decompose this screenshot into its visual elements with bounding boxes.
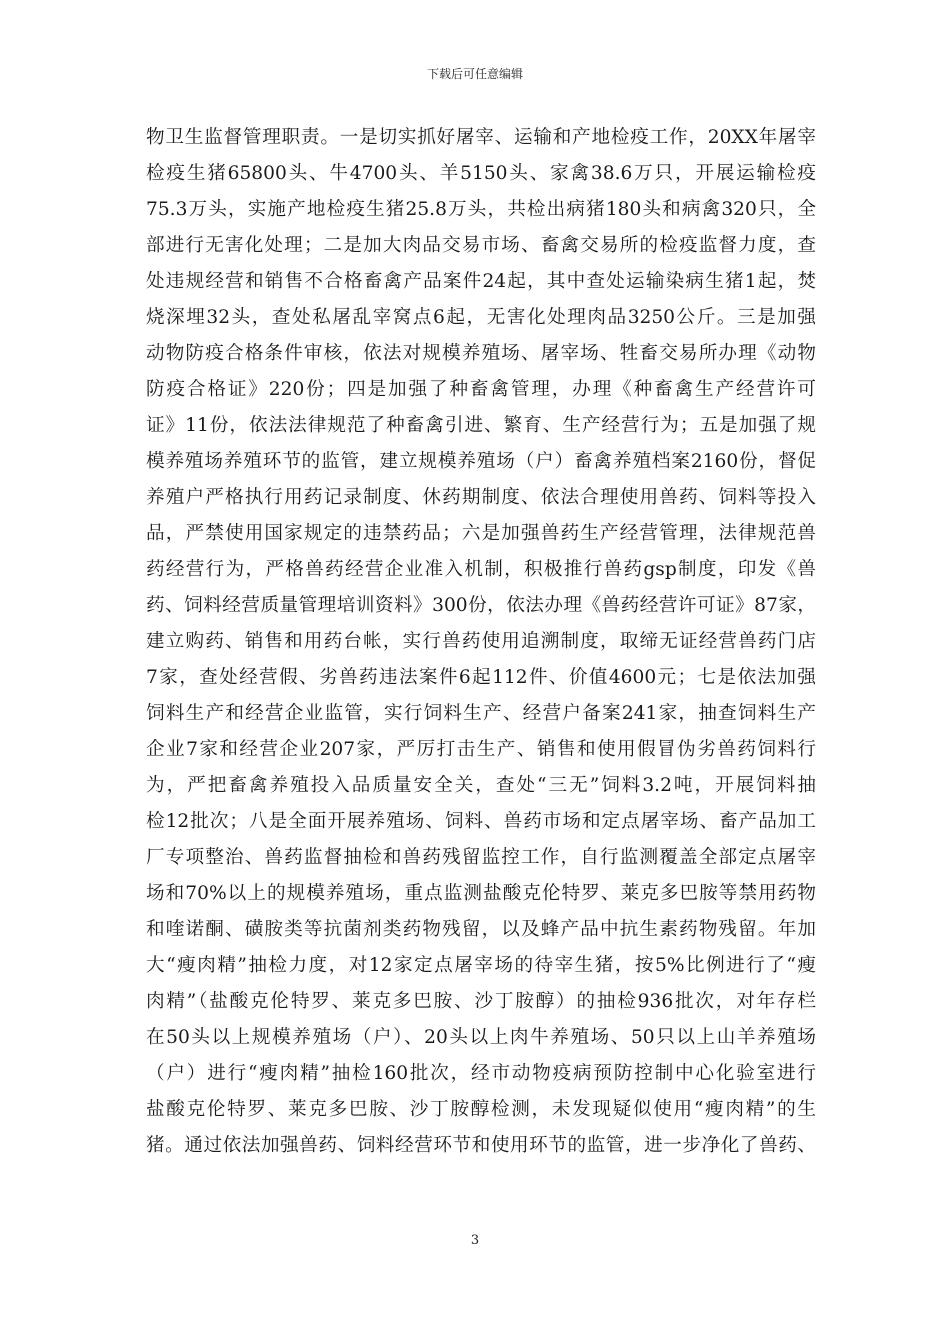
text-line: 防疫合格证》220份；四是加强了种畜禽管理，办理《种畜禽生产经营许可 xyxy=(146,379,816,400)
text-line: 饲料生产和经营企业监管，实行饲料生产、经营户备案241家，抽查饲料生产 xyxy=(146,703,816,724)
text-line: 部进行无害化处理；二是加大肉品交易市场、畜禽交易所的检疫监督力度，查 xyxy=(146,235,816,256)
text-line: 大“瘦肉精”抽检力度，对12家定点屠宰场的待宰生猪，按5%比例进行了“瘦 xyxy=(146,955,816,976)
text-line: 证》11份，依法法律规范了种畜禽引进、繁育、生产经营行为；五是加强了规 xyxy=(146,415,816,436)
text-line: 养殖户严格执行用药记录制度、休药期制度、依法合理使用兽药、饲料等投入 xyxy=(146,487,816,508)
text-line: 物卫生监督管理职责。一是切实抓好屠宰、运输和产地检疫工作，20XX年屠宰 xyxy=(146,127,816,148)
text-line: 盐酸克伦特罗、莱克多巴胺、沙丁胺醇检测，未发现疑似使用“瘦肉精”的生 xyxy=(146,1099,816,1120)
text-line: 为，严把畜禽养殖投入品质量安全关，查处“三无”饲料3.2吨，开展饲料抽 xyxy=(146,775,816,796)
text-line: 肉精”（盐酸克伦特罗、莱克多巴胺、沙丁胺醇）的抽检936批次，对年存栏 xyxy=(146,991,816,1012)
text-line: 建立购药、销售和用药台帐，实行兽药使用追溯制度，取缔无证经营兽药门店 xyxy=(146,631,816,652)
text-line: 检12批次；八是全面开展养殖场、饲料、兽药市场和定点屠宰场、畜产品加工 xyxy=(146,811,816,832)
text-line: 处违规经营和销售不合格畜禽产品案件24起，其中查处运输染病生猪1起，焚 xyxy=(146,271,816,292)
page-number: 3 xyxy=(470,1233,480,1248)
text-line: （户）进行“瘦肉精”抽检160批次，经市动物疫病预防控制中心化验室进行 xyxy=(146,1063,816,1084)
text-line: 检疫生猪65800头、牛4700头、羊5150头、家禽38.6万只，开展运输检疫 xyxy=(146,163,816,184)
text-line: 动物防疫合格条件审核，依法对规模养殖场、屠宰场、牲畜交易所办理《动物 xyxy=(146,343,816,364)
text-line: 和喹诺酮、磺胺类等抗菌剂类药物残留，以及蜂产品中抗生素药物残留。年加 xyxy=(146,919,816,940)
text-line: 厂专项整治、兽药监督抽检和兽药残留监控工作，自行监测覆盖全部定点屠宰 xyxy=(146,847,816,868)
text-line: 药经营行为，严格兽药经营企业准入机制，积极推行兽药gsp制度，印发《兽 xyxy=(146,559,816,580)
body-paragraph xyxy=(146,120,816,1164)
text-line: 猪。通过依法加强兽药、饲料经营环节和使用环节的监管，进一步净化了兽药、 xyxy=(146,1135,816,1156)
text-line: 模养殖场养殖环节的监管，建立规模养殖场（户）畜禽养殖档案2160份，督促 xyxy=(146,451,816,472)
page-header: 下载后可任意编辑 xyxy=(426,67,523,81)
text-line: 场和70%以上的规模养殖场，重点监测盐酸克伦特罗、莱克多巴胺等禁用药物 xyxy=(146,883,816,904)
text-line: 烧深埋32头，查处私屠乱宰窝点6起，无害化处理肉品3250公斤。三是加强 xyxy=(146,307,816,328)
text-line: 7家，查处经营假、劣兽药违法案件6起112件、价值4600元；七是依法加强 xyxy=(146,667,816,688)
text-line: 75.3万头，实施产地检疫生猪25.8万头，共检出病猪180头和病禽320只，全 xyxy=(146,199,816,220)
text-line: 在50头以上规模养殖场（户）、20头以上肉牛养殖场、50只以上山羊养殖场 xyxy=(146,1027,816,1048)
text-line: 品，严禁使用国家规定的违禁药品；六是加强兽药生产经营管理，法律规范兽 xyxy=(146,523,816,544)
text-line: 企业7家和经营企业207家，严厉打击生产、销售和使用假冒伪劣兽药饲料行 xyxy=(146,739,816,760)
text-line: 药、饲料经营质量管理培训资料》300份，依法办理《兽药经营许可证》87家， xyxy=(146,595,816,616)
